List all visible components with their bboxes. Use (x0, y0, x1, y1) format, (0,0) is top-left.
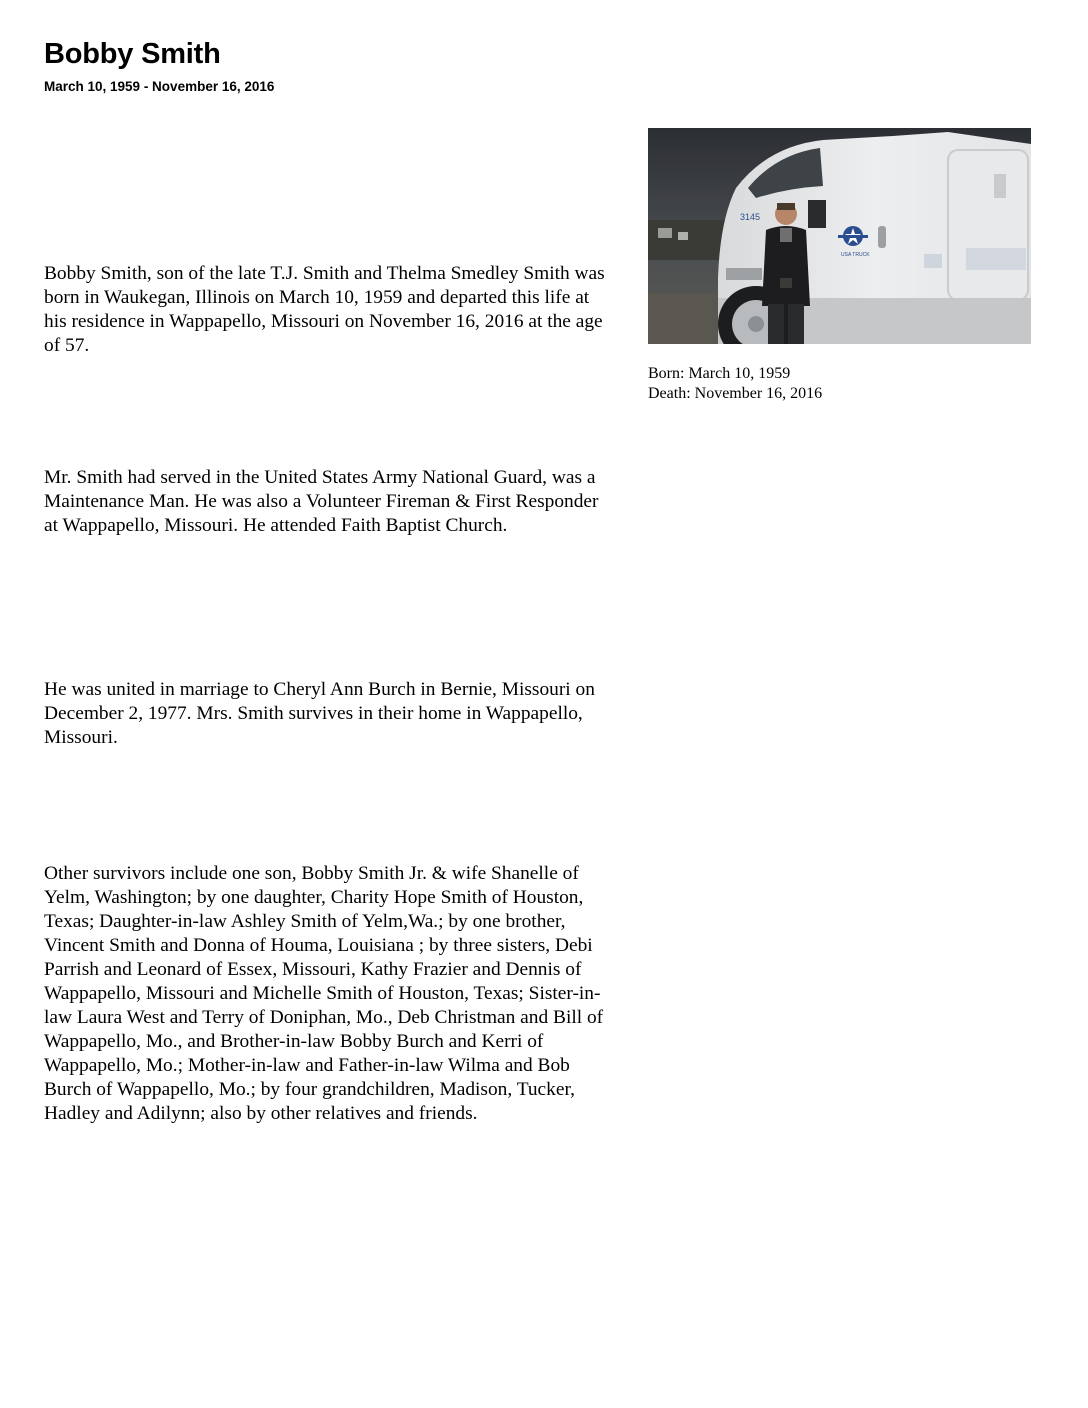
door-logo-text: USA TRUCK (841, 252, 870, 258)
paragraph-survivors: Other survivors include one son, Bobby Smith Jr. & wife Shanelle of Yelm, Washington; by one daughter, Charity Hope Smith of Houston, Texas; Daughter-in-law Ashley Smith of Yelm,Wa.; by one brother, Vincent Smith and Donna of Houma, Louisiana ; by three sisters, Debi Parrish and Leonard of Essex, Missouri, Kathy Frazier and Dennis of Wappapello, Missouri and Michelle Smith of Houston, Texas; Sister-in-law Laura West and Terry of Doniphan, Mo., Deb Christman and Bill of Wappapello, Mo., and Brother-in-law Bobby Burch and Kerri of Wappapello, Mo.; Mother-in-law and Father-in-law Wilma and Bob Burch of Wappapello, Mo.; by four grandchildren, Madison, Tucker, Hadley and Adilynn; also by other relatives and friends. (44, 863, 604, 1124)
paragraph-birth-death: Bobby Smith, son of the late T.J. Smith and Thelma Smedley Smith was born in Waukegan, Illinois on March 10, 1959 and departed this life at his residence in Wappapello, Missouri on November 16, 2016 at the age of 57. (44, 263, 605, 356)
paragraph-service: Mr. Smith had served in the United States Army National Guard, was a Maintenance Man. He was also a Volunteer Fireman & First Responder at Wappapello, Missouri. He attended Faith Baptist Church. (44, 467, 599, 536)
photo-caption (648, 364, 822, 404)
obituary-name: Bobby Smith (44, 38, 221, 70)
truck-number: 3145 (740, 212, 761, 222)
life-dates: March 10, 1959 - November 16, 2016 (44, 79, 275, 94)
portrait-photo (648, 128, 1031, 344)
born-line: Born: March 10, 1959 (648, 365, 791, 382)
death-line: Death: November 16, 2016 (648, 385, 823, 402)
truck-cab (718, 132, 1031, 344)
paragraph-marriage: He was united in marriage to Cheryl Ann Burch in Bernie, Missouri on December 2, 1977. Mrs. Smith survives in their home in Wappapello, Missouri. (44, 679, 595, 748)
